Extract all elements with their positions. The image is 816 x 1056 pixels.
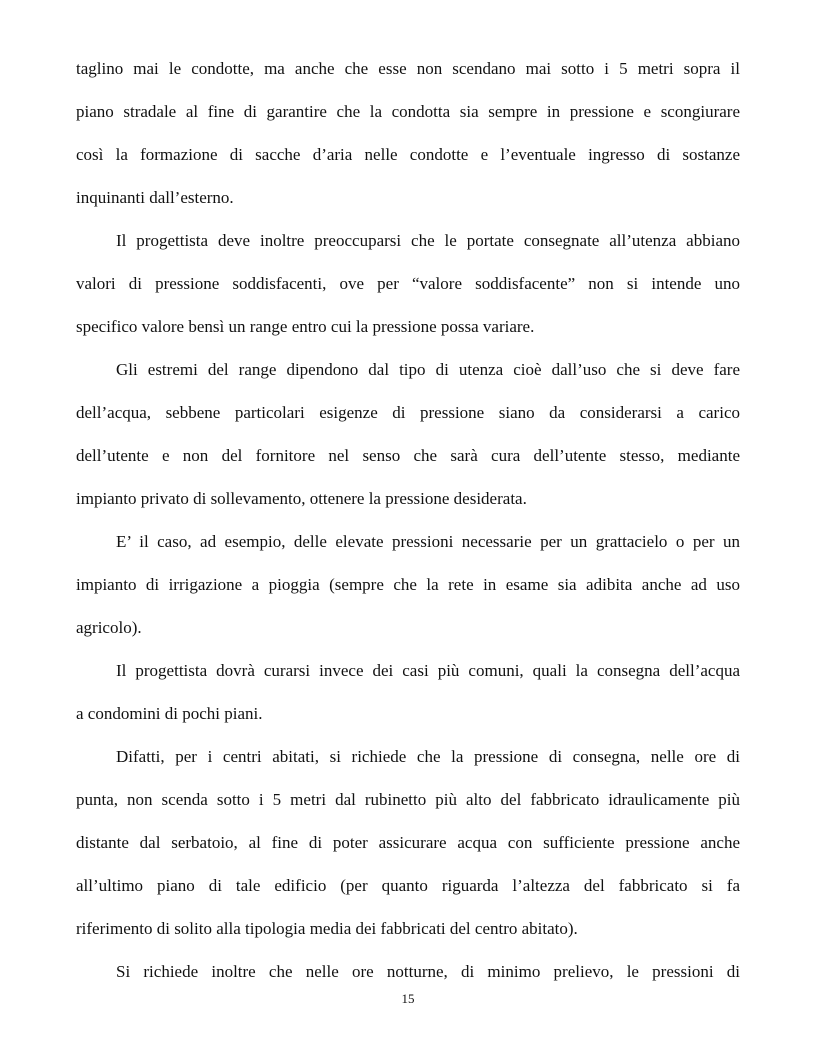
text-line: riferimento di solito alla tipologia media dei fabbricati del centro abitato). xyxy=(76,919,578,938)
text-line: specifico valore bensì un range entro cui la pressione possa variare. xyxy=(76,317,535,336)
text-line: Il progettista deve inoltre preoccuparsi che le portate consegnate all’utenza abbiano xyxy=(116,231,740,250)
text-line: Il progettista dovrà curarsi invece dei casi più comuni, quali la consegna dell’acqua xyxy=(116,661,740,680)
text-line: all’ultimo piano di tale edificio (per quanto riguarda l’altezza del fabbricato si fa xyxy=(76,876,740,895)
text-line: impianto di irrigazione a pioggia (sempre che la rete in esame sia adibita anche ad uso xyxy=(76,575,740,594)
text-line: inquinanti dall’esterno. xyxy=(76,188,234,207)
text-line: a condomini di pochi piani. xyxy=(76,704,263,723)
text-line: impianto privato di sollevamento, ottenere la pressione desiderata. xyxy=(76,489,527,508)
text-line: Si richiede inoltre che nelle ore notturne, di minimo prelievo, le pressioni di xyxy=(116,962,740,981)
text-line: dell’acqua, sebbene particolari esigenze di pressione siano da considerarsi a carico xyxy=(76,403,740,422)
text-line: taglino mai le condotte, ma anche che esse non scendano mai sotto i 5 metri sopra il xyxy=(76,59,740,78)
text-line: dell’utente e non del fornitore nel senso che sarà cura dell’utente stesso, mediante xyxy=(76,446,740,465)
document-body xyxy=(76,52,740,998)
text-line: piano stradale al fine di garantire che la condotta sia sempre in pressione e scongiurare xyxy=(76,102,740,121)
text-line: valori di pressione soddisfacenti, ove per “valore soddisfacente” non si intende uno xyxy=(76,274,740,293)
text-line: punta, non scenda sotto i 5 metri dal rubinetto più alto del fabbricato idraulicamente più xyxy=(76,790,740,809)
text-line: E’ il caso, ad esempio, delle elevate pressioni necessarie per un grattacielo o per un xyxy=(116,532,740,551)
page-number: 15 xyxy=(401,991,415,1006)
text-line: distante dal serbatoio, al fine di poter assicurare acqua con sufficiente pressione anche xyxy=(76,833,740,852)
text-line: agricolo). xyxy=(76,618,142,637)
text-line: così la formazione di sacche d’aria nelle condotte e l’eventuale ingresso di sostanze xyxy=(76,145,740,164)
text-line: Gli estremi del range dipendono dal tipo di utenza cioè dall’uso che si deve fare xyxy=(116,360,740,379)
text-line: Difatti, per i centri abitati, si richiede che la pressione di consegna, nelle ore di xyxy=(116,747,740,766)
